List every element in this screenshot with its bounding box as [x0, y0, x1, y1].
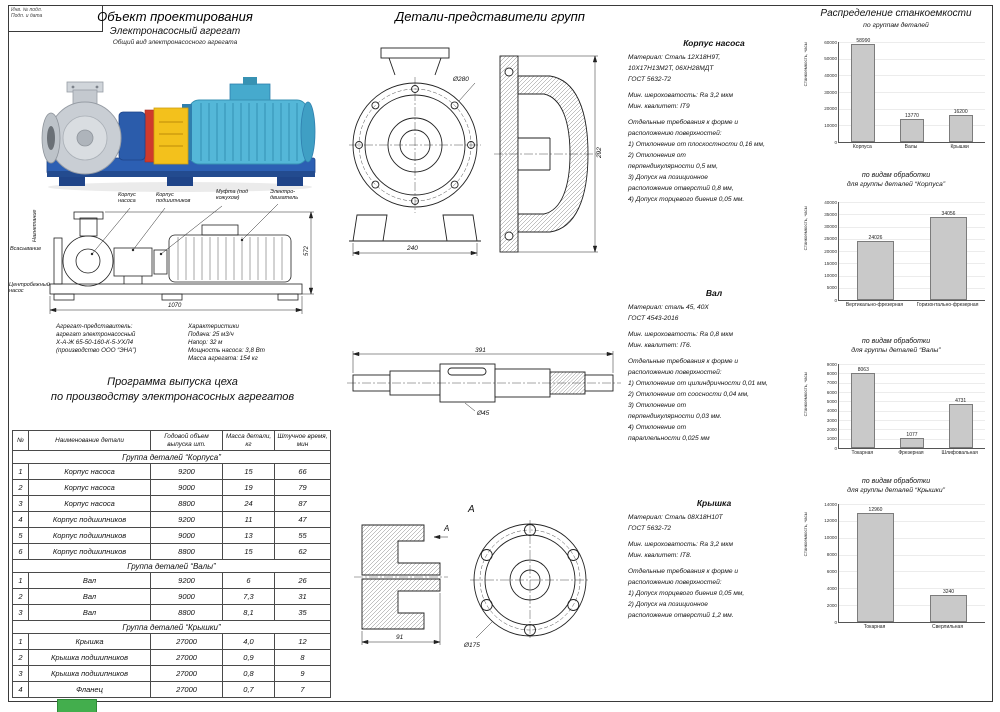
cell: 55 [275, 528, 331, 544]
table-row [13, 464, 331, 480]
text-line: расположение отверстий 0,8 мм, [628, 185, 734, 192]
y-tick-label: 40000 [824, 72, 837, 78]
characteristics-lines [188, 331, 306, 363]
cell: 27000 [151, 666, 223, 682]
cell: Вал [29, 573, 151, 589]
cell: 47 [275, 512, 331, 528]
y-tick-label: 10000 [824, 535, 837, 541]
cell: 8800 [151, 496, 223, 512]
cell: 3 [13, 496, 29, 512]
dim-cover-dia: Ø175 [464, 642, 480, 649]
pump-casing-3d [42, 82, 121, 174]
table-row [13, 512, 331, 528]
cover-view-outline [470, 520, 590, 640]
text-line: расположению поверхностей: [628, 130, 722, 137]
shaft-outline [347, 364, 621, 402]
text-line: расположению поверхностей: [628, 579, 722, 586]
y-tick-label: 8000 [826, 370, 837, 376]
text-line: Агрегат-представитель: [56, 323, 133, 330]
text-line: Напор: 32 м [188, 339, 223, 346]
table-row [13, 573, 331, 589]
category-label: Токарная [863, 624, 886, 630]
chart-valy-by-operation [800, 338, 992, 474]
text-line: Подача: 25 м3/ч [188, 331, 234, 338]
dim-casing-dia: Ø280 [453, 76, 469, 83]
cell: 8 [275, 650, 331, 666]
bar [851, 37, 875, 142]
column-header: Наименование детали [29, 431, 151, 451]
text-line: 1) Допуск торцевого биения 0,05 мм, [628, 590, 745, 597]
table-row [13, 544, 331, 560]
bar-value-label: 13770 [905, 113, 919, 120]
cell: Крышка [29, 634, 151, 650]
cell: 27000 [151, 682, 223, 698]
text-line: 1) Отклонение от плоскостности 0,16 мм, [628, 141, 765, 148]
y-tick-label: 20000 [824, 106, 837, 112]
chart-categories [838, 301, 984, 317]
gridline [839, 202, 985, 203]
section-paragraphs [628, 302, 800, 444]
chart-title: по видам обработки [861, 172, 931, 179]
label-pump-type-1: Центробежный [9, 282, 50, 288]
text-line: 3) Допуск на позиционное [628, 174, 708, 181]
table-row [13, 666, 331, 682]
shaft-drawing [345, 345, 623, 417]
text-line: Отдельные требования к форме и [628, 568, 739, 575]
text-line: Мощность насоса: 3,8 Вт [188, 347, 265, 354]
section-cover [628, 498, 800, 621]
cell: 62 [275, 544, 331, 560]
y-tick-label: 30000 [824, 89, 837, 95]
text-line: Х-А-Ж 65-50-160-К-5-УХЛ4 [56, 339, 134, 346]
text-line: Мин. квалитет: IT9 [628, 103, 690, 110]
text-line: 2) Отклонение от соосности 0,04 мм, [628, 391, 749, 398]
characteristics-info [188, 323, 306, 363]
stamp-line: Подп. и дата [11, 13, 43, 19]
table-row [13, 589, 331, 605]
gridline [839, 504, 985, 505]
section-paragraphs [628, 52, 800, 205]
cell: 15 [223, 464, 275, 480]
green-marker [57, 699, 97, 712]
view-a-label: А [468, 504, 475, 515]
cover-section-outline [354, 525, 448, 629]
program-table [12, 430, 331, 698]
text-line: 1) Отклонение от цилиндричности 0,01 мм, [628, 380, 768, 387]
y-tick-label: 1000 [826, 436, 837, 442]
y-tick-label: 7000 [826, 380, 837, 386]
column-header: № [13, 431, 29, 451]
cover-dia-leader [476, 622, 492, 638]
cell: 3 [13, 666, 29, 682]
cell: Корпус подшипников [29, 544, 151, 560]
y-tick-label: 0 [834, 139, 837, 145]
bar [900, 431, 924, 448]
label-discharge: Нагнетание [32, 209, 38, 242]
cell: 4,0 [223, 634, 275, 650]
chart-machine-hours-by-group [800, 8, 992, 168]
y-tick-label: 2000 [826, 426, 837, 432]
category-label: Горизонтально-фрезерная [916, 302, 979, 308]
cell: 2 [13, 589, 29, 605]
pump-3d-image [25, 48, 325, 193]
cell: Корпус насоса [29, 496, 151, 512]
bar-value-label: 58990 [856, 37, 871, 44]
program-title-1: Программа выпуска цеха [107, 376, 238, 388]
program-table-body [13, 431, 331, 698]
middle-title: Детали-представители групп [395, 9, 585, 24]
y-tick-label: 10000 [824, 273, 837, 278]
y-tick-label: 50000 [824, 56, 837, 62]
column-header: Масса детали, кг [223, 431, 275, 451]
chart-categories [838, 623, 984, 639]
bar-value-label: 1077 [906, 431, 918, 438]
dim-height-label: 572 [304, 245, 310, 256]
cell: 35 [275, 605, 331, 621]
gridline [839, 214, 985, 215]
y-tick-label: 35000 [824, 211, 837, 217]
text-line: перпендикулярности 0,5 мм, [628, 163, 718, 170]
text-line: Материал: сталь 45, 40Х [628, 304, 709, 311]
bar-value-label: 3240 [942, 588, 955, 595]
y-tick-label: 20000 [824, 248, 837, 254]
cell: 9200 [151, 573, 223, 589]
chart-plot [824, 37, 985, 145]
cell: 15 [223, 544, 275, 560]
table-row [13, 560, 331, 573]
cell: 3 [13, 605, 29, 621]
bar-value-label: 8063 [857, 366, 869, 373]
text-line: Отдельные требования к форме и [628, 358, 739, 365]
chart-categories [838, 449, 984, 465]
cell: 7 [275, 682, 331, 698]
text-line: Мин. шероховатость: Ra 3,2 мкм [628, 92, 734, 99]
dim-shaft-length: 391 [475, 347, 486, 354]
text-line: Муфта (под [216, 189, 249, 195]
cell: 19 [223, 480, 275, 496]
cell: 87 [275, 496, 331, 512]
chart-ylabel: Станкоемкость, часы [803, 42, 808, 87]
bar [857, 235, 894, 300]
text-line: Материал: Сталь 12Х18Н9Т, [628, 54, 721, 61]
category-label: Токарная [851, 450, 874, 456]
cover-view-a [462, 498, 592, 650]
label-pump-type-2: насос [9, 288, 24, 295]
table-row [13, 451, 331, 464]
cell: 1 [13, 464, 29, 480]
cell: 0,8 [223, 666, 275, 682]
bar-value-label: 12960 [868, 506, 883, 513]
cell: 31 [275, 589, 331, 605]
y-tick-label: 12000 [824, 518, 837, 524]
chart-subtitle: по группам деталей [863, 22, 929, 29]
category-label: Корпуса [852, 144, 872, 150]
cell: 6 [223, 573, 275, 589]
text-line: Мин. шероховатость: Ra 0,8 мкм [628, 331, 734, 338]
category-label: Валы [904, 144, 918, 150]
text-line: (производство ООО “ЭНА”) [56, 347, 137, 354]
y-tick-label: 5000 [826, 285, 837, 291]
casing-section-outline [494, 56, 600, 252]
category-label: Шлифовальная [941, 450, 978, 456]
text-line: Электро- [270, 189, 296, 195]
y-tick-label: 4000 [826, 585, 837, 591]
cell: 1 [13, 634, 29, 650]
text-line: двигатель [270, 195, 299, 202]
label-suction: Всасывание [10, 246, 42, 252]
text-line: 3) Отклонение от [628, 402, 687, 409]
cell: 9000 [151, 480, 223, 496]
assembly-outline [50, 212, 302, 300]
cell: 7,3 [223, 589, 275, 605]
left-subtitle: Электронасосный агрегат [109, 26, 241, 37]
casing-section-view [492, 50, 604, 262]
cell: 27000 [151, 650, 223, 666]
chart-korpusa-by-operation [800, 172, 992, 336]
text-line: подшипников [156, 198, 191, 205]
cell: 27000 [151, 634, 223, 650]
electric-motor [182, 77, 315, 164]
y-tick-label: 15000 [824, 260, 837, 266]
dim-length-label: 1070 [168, 303, 182, 309]
y-tick-label: 40000 [824, 199, 837, 205]
bar [930, 588, 967, 622]
y-tick-label: 6000 [826, 389, 837, 395]
text-line: перпендикулярности 0,03 мм. [628, 413, 722, 420]
section-heading: Вал [705, 288, 723, 298]
dim-shaft-dia: Ø45 [477, 410, 490, 417]
bar [949, 397, 973, 448]
gridline [839, 364, 985, 365]
label-pump-type [9, 282, 50, 294]
cell: 8,1 [223, 605, 275, 621]
table-row [13, 650, 331, 666]
y-tick-label: 10000 [824, 122, 837, 128]
cell: 8800 [151, 605, 223, 621]
cell: 8800 [151, 544, 223, 560]
section-heading: Крышка [696, 498, 732, 508]
chart-ylabel: Станкоемкость, часы [803, 372, 808, 417]
cell: Корпус подшипников [29, 512, 151, 528]
cell: 0,7 [223, 682, 275, 698]
y-tick-label: 0 [834, 619, 837, 625]
bar [930, 210, 967, 300]
category-label: Фрезерная [898, 450, 924, 456]
text-line: Корпус [156, 192, 174, 198]
bearing-housing-3d [119, 112, 145, 160]
section-arrow-label: А [444, 524, 450, 533]
chart-plot [824, 199, 985, 303]
bar [949, 109, 973, 142]
text-line: ГОСТ 5632-72 [628, 525, 672, 532]
cell: Корпус подшипников [29, 528, 151, 544]
bar-value-label: 4731 [955, 397, 967, 404]
bar [900, 113, 924, 142]
section-shaft [628, 288, 800, 444]
cell: 4 [13, 682, 29, 698]
table-row [13, 480, 331, 496]
bar-value-label: 16200 [953, 109, 968, 115]
chart-plot [826, 361, 985, 451]
cell: Фланец [29, 682, 151, 698]
chart-title: по видам обработки [861, 478, 931, 485]
y-tick-label: 0 [834, 297, 837, 303]
chart-kryshki-by-operation [800, 478, 992, 654]
table-row [13, 634, 331, 650]
chart-title: по видам обработки [861, 338, 931, 345]
table-row [13, 431, 331, 451]
coupling-guard [145, 108, 188, 164]
text-line: Отдельные требования к форме и [628, 119, 739, 126]
cell: 9 [275, 666, 331, 682]
text-line: кожухом) [216, 195, 240, 202]
group-header: Группа деталей “Корпуса” [13, 451, 331, 464]
text-line: 4) Отклонение от [628, 424, 687, 431]
text-line: насоса [118, 198, 136, 205]
text-line: 2) Отклонения от [628, 152, 686, 159]
text-line: параллельности 0,025 мм [628, 435, 710, 442]
y-tick-label: 6000 [826, 568, 837, 574]
y-tick-label: 60000 [824, 39, 837, 45]
chart-title: Распределение станкоемкости [820, 8, 972, 19]
cell: 9000 [151, 528, 223, 544]
cell: 24 [223, 496, 275, 512]
column-header: Штучное время, мин [275, 431, 331, 451]
cell: 13 [223, 528, 275, 544]
cell: 9200 [151, 464, 223, 480]
text-line: ГОСТ 5632-72 [628, 76, 672, 83]
cell: 11 [223, 512, 275, 528]
left-caption: Общий вид электронасосного агрегата [112, 39, 238, 46]
text-line: 2) Допуск на позиционное [628, 601, 708, 608]
assembly-drawing [40, 188, 340, 323]
chart-plot [824, 501, 985, 625]
text-line: расположению поверхностей: [628, 369, 722, 376]
y-tick-label: 25000 [824, 236, 837, 242]
chart-ylabel: Станкоемкость, часы [803, 512, 808, 557]
production-program-table [12, 430, 330, 698]
section-heading: Корпус насоса [683, 38, 745, 48]
section-paragraphs [628, 512, 800, 621]
section-pump-casing [628, 38, 800, 205]
group-header: Группа деталей “Валы” [13, 560, 331, 573]
cell: Крышка подшипников [29, 650, 151, 666]
cell: 9000 [151, 589, 223, 605]
bar [851, 366, 875, 448]
category-label: Сверлильная [931, 624, 964, 630]
text-line: ГОСТ 4543-2016 [628, 315, 679, 322]
y-tick-label: 30000 [824, 224, 837, 229]
cell: 12 [275, 634, 331, 650]
cell: 6 [13, 544, 29, 560]
category-label: Вертикально-фрезерная [845, 302, 904, 308]
column-header: Годовой объем выпуска шт. [151, 431, 223, 451]
y-tick-label: 3000 [826, 417, 837, 423]
dim-casing-height: 292 [596, 147, 603, 158]
dim-cover-width: 91 [396, 634, 404, 641]
y-tick-label: 0 [834, 445, 837, 451]
cell: 79 [275, 480, 331, 496]
cell: Корпус насоса [29, 464, 151, 480]
stamp-line: Инв. № подл. [11, 7, 43, 13]
cell: Крышка подшипников [29, 666, 151, 682]
cell: 9200 [151, 512, 223, 528]
y-tick-label: 9000 [826, 361, 837, 367]
dim-casing-width: 240 [407, 245, 418, 252]
cell: 4 [13, 512, 29, 528]
chart-ylabel: Станкоемкость, часы [803, 206, 808, 251]
table-row [13, 528, 331, 544]
chart-subtitle: для группы деталей “Корпуса” [846, 181, 946, 188]
table-row [13, 496, 331, 512]
cell: 26 [275, 573, 331, 589]
representative-info [56, 323, 180, 355]
table-row [13, 682, 331, 698]
table-row [13, 621, 331, 634]
cell: 2 [13, 480, 29, 496]
text-line: 10Х17Н13М2Т, 06ХН28МДТ [628, 65, 714, 72]
chart-subtitle: для группы деталей “Валы” [851, 347, 941, 354]
table-row [13, 605, 331, 621]
program-title-2: по производству электронасосных агрегатов [50, 391, 295, 403]
cell: 0,9 [223, 650, 275, 666]
y-tick-label: 2000 [826, 602, 837, 608]
text-line: Мин. квалитет: IT6. [628, 342, 692, 349]
y-tick-label: 5000 [826, 398, 837, 404]
cell: 66 [275, 464, 331, 480]
casing-front-view [345, 45, 485, 260]
text-line: 4) Допуск торцевого биения 0,05 мм. [628, 196, 745, 203]
text-line: Мин. шероховатость: Ra 3,2 мкм [628, 541, 734, 548]
text-line: Мин. квалитет: IT8. [628, 552, 692, 559]
group-header: Группа деталей “Крышки” [13, 621, 331, 634]
chart-subtitle: для группы деталей “Крышки” [847, 487, 945, 494]
cover-section-view [352, 503, 452, 651]
cell: 2 [13, 650, 29, 666]
text-line: расположение отверстий 1,2 мм. [628, 612, 734, 619]
cell: 5 [13, 528, 29, 544]
bar-value-label: 24026 [868, 235, 883, 242]
category-label: Крышки [950, 144, 969, 150]
cell: Вал [29, 589, 151, 605]
text-line: Корпус [118, 192, 136, 198]
bar-value-label: 34056 [941, 210, 956, 217]
cell: Корпус насоса [29, 480, 151, 496]
cell: Вал [29, 605, 151, 621]
text-line: агрегат электронасосный [56, 331, 136, 338]
bar [857, 506, 894, 622]
text-line: Масса агрегата: 154 кг [188, 355, 258, 362]
left-title: Объект проектирования [97, 9, 253, 24]
y-tick-label: 8000 [826, 552, 837, 558]
cell: 1 [13, 573, 29, 589]
text-line: Материал: Сталь 08Х18Н10Т [628, 514, 723, 521]
y-tick-label: 14000 [824, 501, 837, 507]
characteristics-title: Характеристики [188, 323, 239, 330]
chart-categories [838, 143, 984, 159]
y-tick-label: 4000 [826, 408, 837, 414]
